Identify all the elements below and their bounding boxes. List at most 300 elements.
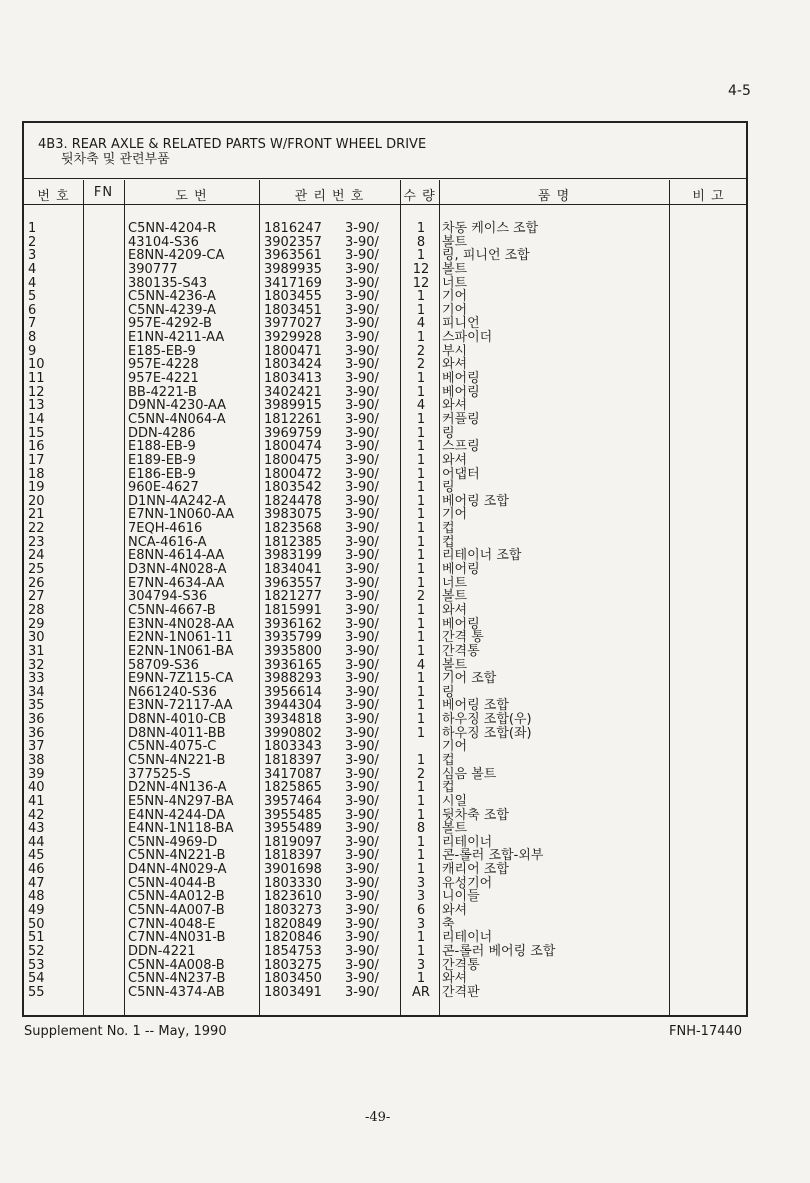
date-cell: 3-90/ [345, 452, 379, 468]
quantity-cell: 8 [416, 234, 426, 250]
management-number-cell: 3955485 [264, 807, 322, 823]
title-english: 4B3. REAR AXLE & RELATED PARTS W/FRONT WHEEL DRIVE [38, 137, 427, 152]
date-cell: 3-90/ [345, 821, 379, 837]
part-name-cell: 와셔 [442, 357, 468, 373]
date-cell: 3-90/ [345, 602, 379, 618]
title-block [38, 137, 426, 167]
part-name-cell: 너트 [442, 275, 468, 291]
management-number-cell: 1816247 [264, 221, 322, 236]
management-number-cell: 1803275 [264, 957, 322, 973]
part-number-cell: 25 [28, 562, 45, 578]
management-number-cell: 3955489 [264, 821, 322, 837]
management-number-cell: 1800475 [264, 452, 322, 468]
date-cell: 3-90/ [345, 371, 379, 387]
management-number-cell: 1803330 [264, 875, 322, 891]
date-cell: 3-90/ [345, 766, 379, 782]
date-cell: 3-90/ [345, 562, 379, 578]
table-row [24, 386, 746, 400]
quantity-cell: 8 [416, 821, 426, 837]
management-number-cell: 1820849 [264, 916, 322, 932]
management-number-cell: 3989935 [264, 261, 322, 277]
quantity-cell: 1 [416, 534, 426, 550]
management-number-cell: 3935799 [264, 630, 322, 646]
part-name-cell: 볼트 [442, 261, 468, 277]
part-name-cell: 컵 [442, 534, 455, 550]
table-row [24, 904, 746, 918]
drawing-number-cell: C5NN-4A007-B [128, 903, 225, 919]
date-cell: 3-90/ [345, 984, 379, 1000]
table-row [24, 536, 746, 550]
table-row [24, 563, 746, 577]
management-number-cell: 3957464 [264, 793, 322, 809]
drawing-number-cell: 58709-S36 [128, 657, 199, 673]
table-row [24, 399, 746, 413]
management-number-cell: 3929928 [264, 330, 322, 346]
table-row [24, 372, 746, 386]
date-cell: 3-90/ [345, 916, 379, 932]
date-cell: 3-90/ [345, 302, 379, 318]
part-number-cell: 51 [28, 930, 45, 946]
quantity-cell: 1 [416, 780, 426, 796]
part-number-cell: 12 [28, 384, 45, 400]
table-row [24, 440, 746, 454]
part-number-cell: 49 [28, 903, 45, 919]
part-name-cell: 어댑터 [442, 466, 480, 482]
table-row [24, 972, 746, 986]
quantity-cell: 1 [416, 807, 426, 823]
drawing-number-cell: C5NN-4236-A [128, 289, 216, 305]
part-name-cell: 베어링 [442, 384, 480, 400]
part-number-cell: 47 [28, 875, 45, 891]
quantity-cell: 1 [416, 289, 426, 305]
table-row [24, 863, 746, 877]
date-cell: 3-90/ [345, 248, 379, 264]
part-number-cell: 23 [28, 534, 45, 550]
part-number-cell: 45 [28, 848, 45, 864]
header-top-rule [24, 178, 746, 179]
table-row [24, 331, 746, 345]
quantity-cell: 2 [416, 343, 426, 359]
drawing-number-cell: C5NN-4N237-B [128, 971, 226, 987]
part-number-cell: 31 [28, 643, 45, 659]
table-row [24, 249, 746, 263]
table-row [24, 345, 746, 359]
part-number-cell: 10 [28, 357, 45, 373]
date-cell: 3-90/ [345, 807, 379, 823]
drawing-number-cell: E9NN-7Z115-CA [128, 671, 234, 687]
drawing-number-cell: C5NN-4A008-B [128, 957, 225, 973]
part-name-cell: 간격통 [442, 957, 480, 973]
drawing-number-cell: D9NN-4230-AA [128, 398, 227, 414]
part-name-cell: 간격판 [442, 984, 480, 1000]
drawing-number-cell: C5NN-4075-C [128, 739, 217, 755]
date-cell: 3-90/ [345, 834, 379, 850]
quantity-cell: 12 [412, 275, 430, 291]
drawing-number-cell: 957E-4292-B [128, 316, 212, 332]
part-number-cell: 44 [28, 834, 45, 850]
part-name-cell: 피니언 [442, 316, 480, 332]
drawing-number-cell: E8NN-4614-AA [128, 548, 225, 564]
part-number-cell: 3 [28, 248, 37, 264]
header-no: 번 호 [37, 189, 70, 204]
management-number-cell: 1803451 [264, 302, 322, 318]
part-name-cell: 와셔 [442, 971, 468, 987]
drawing-number-cell: E186-EB-9 [128, 466, 196, 482]
quantity-cell: 1 [416, 521, 426, 537]
table-row [24, 740, 746, 754]
part-name-cell: 베어링 조합 [442, 493, 509, 509]
date-cell: 3-90/ [345, 630, 379, 646]
part-number-cell: 27 [28, 589, 45, 605]
drawing-number-cell: 377525-S [128, 766, 191, 782]
part-number-cell: 41 [28, 793, 45, 809]
date-cell: 3-90/ [345, 384, 379, 400]
management-number-cell: 1800472 [264, 466, 322, 482]
quantity-cell: 1 [416, 793, 426, 809]
drawing-number-cell: E189-EB-9 [128, 452, 196, 468]
part-name-cell: 베어링 [442, 616, 480, 632]
quantity-cell: 1 [416, 425, 426, 441]
quantity-cell: 1 [416, 712, 426, 728]
quantity-cell: 1 [416, 684, 426, 700]
part-number-cell: 48 [28, 889, 45, 905]
quantity-cell: 1 [416, 493, 426, 509]
management-number-cell: 1815991 [264, 602, 322, 618]
part-name-cell: 기어 [442, 507, 468, 523]
date-cell: 3-90/ [345, 275, 379, 291]
management-number-cell: 3902357 [264, 234, 322, 250]
date-cell: 3-90/ [345, 398, 379, 414]
quantity-cell: 1 [416, 698, 426, 714]
part-number-cell: 11 [28, 371, 45, 387]
drawing-number-cell: E185-EB-9 [128, 343, 196, 359]
quantity-cell: 3 [416, 875, 426, 891]
part-name-cell: 커플링 [442, 411, 480, 427]
date-cell: 3-90/ [345, 521, 379, 537]
part-name-cell: 베어링 [442, 371, 480, 387]
part-name-cell: 기어 [442, 739, 468, 755]
table-row [24, 495, 746, 509]
part-number-cell: 6 [28, 302, 37, 318]
drawing-number-cell: E2NN-1N061-BA [128, 643, 234, 659]
part-number-cell: 16 [28, 439, 45, 455]
quantity-cell: 4 [416, 316, 426, 332]
management-number-cell: 1803450 [264, 971, 322, 987]
header-remarks: 비 고 [692, 189, 725, 204]
part-number-cell: 13 [28, 398, 45, 414]
date-cell: 3-90/ [345, 548, 379, 564]
drawing-number-cell: 380135-S43 [128, 275, 208, 291]
part-number-cell: 14 [28, 411, 45, 427]
drawing-number-cell: 304794-S36 [128, 589, 208, 605]
part-number-cell: 21 [28, 507, 45, 523]
part-name-cell: 와셔 [442, 398, 468, 414]
quantity-cell: 6 [416, 903, 426, 919]
header-qty: 수 량 [403, 189, 436, 204]
date-cell: 3-90/ [345, 589, 379, 605]
date-cell: 3-90/ [345, 507, 379, 523]
part-number-cell: 29 [28, 616, 45, 632]
drawing-number-cell: C5NN-4N221-B [128, 848, 226, 864]
management-number-cell: 3963561 [264, 248, 322, 264]
drawing-number-cell: E4NN-4244-DA [128, 807, 226, 823]
drawing-number-cell: C7NN-4048-E [128, 916, 216, 932]
part-number-cell: 46 [28, 862, 45, 878]
part-name-cell: 스파이더 [442, 330, 493, 346]
management-number-cell: 3988293 [264, 671, 322, 687]
management-number-cell: 3936165 [264, 657, 322, 673]
management-number-cell: 3402421 [264, 384, 322, 400]
part-number-cell: 28 [28, 602, 45, 618]
drawing-number-cell: 7EQH-4616 [128, 521, 203, 537]
part-name-cell: 부시 [442, 343, 468, 359]
table-row [24, 277, 746, 291]
management-number-cell: 1803455 [264, 289, 322, 305]
part-number-cell: 22 [28, 521, 45, 537]
quantity-cell: 1 [416, 562, 426, 578]
part-number-cell: 43 [28, 821, 45, 837]
table-row [24, 413, 746, 427]
part-number-cell: 53 [28, 957, 45, 973]
part-number-cell: 7 [28, 316, 37, 332]
management-number-cell: 1800474 [264, 439, 322, 455]
header-bottom-rule [24, 204, 746, 205]
drawing-number-cell: E1NN-4211-AA [128, 330, 225, 346]
management-number-cell: 1812261 [264, 411, 322, 427]
management-number-cell: 1825865 [264, 780, 322, 796]
quantity-cell: 1 [416, 411, 426, 427]
table-row [24, 263, 746, 277]
drawing-number-cell: E3NN-72117-AA [128, 698, 233, 714]
date-cell: 3-90/ [345, 575, 379, 591]
part-name-cell: 와셔 [442, 903, 468, 919]
management-number-cell: 1800471 [264, 343, 322, 359]
part-name-cell: 와셔 [442, 602, 468, 618]
drawing-number-cell: 957E-4228 [128, 357, 199, 373]
part-name-cell: 시일 [442, 793, 468, 809]
quantity-cell: 1 [416, 302, 426, 318]
date-cell: 3-90/ [345, 466, 379, 482]
quantity-cell: 3 [416, 916, 426, 932]
quantity-cell: 12 [412, 261, 430, 277]
quantity-cell: 1 [416, 480, 426, 496]
quantity-cell: 1 [416, 221, 426, 236]
drawing-number-cell: C5NN-4A012-B [128, 889, 225, 905]
quantity-cell: 4 [416, 398, 426, 414]
part-name-cell: 간격통 [442, 643, 480, 659]
date-cell: 3-90/ [345, 698, 379, 714]
table-row [24, 631, 746, 645]
parts-table-frame [22, 121, 748, 1017]
table-row [24, 549, 746, 563]
management-number-cell: 3983075 [264, 507, 322, 523]
part-number-cell: 38 [28, 752, 45, 768]
part-name-cell: 니이들 [442, 889, 480, 905]
table-row [24, 222, 746, 236]
table-row [24, 590, 746, 604]
table-row [24, 577, 746, 591]
table-row [24, 645, 746, 659]
quantity-cell: 2 [416, 357, 426, 373]
date-cell: 3-90/ [345, 943, 379, 959]
date-cell: 3-90/ [345, 439, 379, 455]
management-number-cell: 1803491 [264, 984, 322, 1000]
table-row [24, 699, 746, 713]
drawing-number-cell: D8NN-4011-BB [128, 725, 226, 741]
table-row [24, 781, 746, 795]
table-row [24, 659, 746, 673]
management-number-cell: 1821277 [264, 589, 322, 605]
part-name-cell: 유성기어 [442, 875, 493, 891]
date-cell: 3-90/ [345, 930, 379, 946]
drawing-number-cell: E5NN-4N297-BA [128, 793, 234, 809]
drawing-number-cell: N661240-S36 [128, 684, 217, 700]
part-number-cell: 55 [28, 984, 45, 1000]
part-name-cell: 볼트 [442, 589, 468, 605]
quantity-cell: 1 [416, 548, 426, 564]
part-number-cell: 40 [28, 780, 45, 796]
part-name-cell: 컵 [442, 752, 455, 768]
part-name-cell: 볼트 [442, 657, 468, 673]
part-number-cell: 5 [28, 289, 37, 305]
quantity-cell: 1 [416, 930, 426, 946]
quantity-cell: 3 [416, 889, 426, 905]
management-number-cell: 3983199 [264, 548, 322, 564]
table-row [24, 481, 746, 495]
date-cell: 3-90/ [345, 957, 379, 973]
management-number-cell: 1834041 [264, 562, 322, 578]
part-number-cell: 9 [28, 343, 37, 359]
part-number-cell: 36 [28, 712, 45, 728]
table-row [24, 836, 746, 850]
table-row [24, 768, 746, 782]
drawing-number-cell: E4NN-1N118-BA [128, 821, 234, 837]
quantity-cell: AR [412, 984, 430, 1000]
date-cell: 3-90/ [345, 221, 379, 236]
part-name-cell: 컵 [442, 780, 455, 796]
drawing-number-cell: E2NN-1N061-11 [128, 630, 233, 646]
part-name-cell: 링 [442, 684, 455, 700]
drawing-number-cell: C5NN-4239-A [128, 302, 216, 318]
part-name-cell: 기어 [442, 289, 468, 305]
date-cell: 3-90/ [345, 657, 379, 673]
part-name-cell: 기어 조합 [442, 671, 497, 687]
page-number: 4-5 [728, 83, 751, 99]
quantity-cell: 1 [416, 752, 426, 768]
management-number-cell: 3969759 [264, 425, 322, 441]
date-cell: 3-90/ [345, 848, 379, 864]
table-row [24, 945, 746, 959]
management-number-cell: 1803542 [264, 480, 322, 496]
date-cell: 3-90/ [345, 343, 379, 359]
date-cell: 3-90/ [345, 534, 379, 550]
table-row [24, 672, 746, 686]
part-name-cell: 리테이너 [442, 834, 493, 850]
footer-supplement: Supplement No. 1 -- May, 1990 [24, 1024, 227, 1039]
drawing-number-cell: C5NN-4204-R [128, 221, 217, 236]
part-name-cell: 차동 케이스 조합 [442, 221, 539, 236]
drawing-number-cell: E7NN-1N060-AA [128, 507, 234, 523]
date-cell: 3-90/ [345, 903, 379, 919]
quantity-cell: 1 [416, 630, 426, 646]
parts-rows [24, 222, 746, 1000]
date-cell: 3-90/ [345, 889, 379, 905]
part-number-cell: 1 [28, 221, 37, 236]
part-name-cell: 하우징 조합(좌) [442, 725, 532, 741]
table-row [24, 877, 746, 891]
quantity-cell: 2 [416, 589, 426, 605]
part-name-cell: 뒷차축 조합 [442, 807, 509, 823]
part-name-cell: 베어링 [442, 562, 480, 578]
part-name-cell: 심음 볼트 [442, 766, 497, 782]
part-name-cell: 베어링 조합 [442, 698, 509, 714]
drawing-number-cell: C5NN-4N064-A [128, 411, 226, 427]
table-row [24, 317, 746, 331]
table-row [24, 754, 746, 768]
quantity-cell: 1 [416, 507, 426, 523]
quantity-cell: 1 [416, 643, 426, 659]
part-name-cell: 간격 통 [442, 630, 484, 646]
management-number-cell: 3989915 [264, 398, 322, 414]
part-number-cell: 26 [28, 575, 45, 591]
part-number-cell: 52 [28, 943, 45, 959]
drawing-number-cell: 960E-4627 [128, 480, 199, 496]
part-number-cell: 30 [28, 630, 45, 646]
drawing-number-cell: BB-4221-B [128, 384, 197, 400]
date-cell: 3-90/ [345, 289, 379, 305]
quantity-cell: 1 [416, 371, 426, 387]
quantity-cell: 1 [416, 943, 426, 959]
management-number-cell: 1803413 [264, 371, 322, 387]
part-number-cell: 8 [28, 330, 37, 346]
date-cell: 3-90/ [345, 971, 379, 987]
drawing-number-cell: E3NN-4N028-AA [128, 616, 234, 632]
table-row [24, 918, 746, 932]
date-cell: 3-90/ [345, 316, 379, 332]
table-row [24, 468, 746, 482]
quantity-cell: 1 [416, 671, 426, 687]
part-number-cell: 20 [28, 493, 45, 509]
date-cell: 3-90/ [345, 862, 379, 878]
management-number-cell: 1824478 [264, 493, 322, 509]
drawing-number-cell: 957E-4221 [128, 371, 199, 387]
table-row [24, 358, 746, 372]
management-number-cell: 1803273 [264, 903, 322, 919]
part-number-cell: 4 [28, 275, 37, 291]
drawing-number-cell: 43104-S36 [128, 234, 199, 250]
management-number-cell: 1803343 [264, 739, 322, 755]
part-name-cell: 볼트 [442, 234, 468, 250]
part-name-cell: 콘-롤러 베어링 조합 [442, 943, 556, 959]
part-name-cell: 콘-롤러 조합-외부 [442, 848, 544, 864]
part-number-cell: 39 [28, 766, 45, 782]
table-row [24, 931, 746, 945]
table-row [24, 713, 746, 727]
table-row [24, 795, 746, 809]
management-number-cell: 3963557 [264, 575, 322, 591]
management-number-cell: 3990802 [264, 725, 322, 741]
quantity-cell: 1 [416, 384, 426, 400]
drawing-number-cell: C5NN-4044-B [128, 875, 216, 891]
part-number-cell: 2 [28, 234, 37, 250]
part-name-cell: 와셔 [442, 452, 468, 468]
drawing-number-cell: DDN-4286 [128, 425, 196, 441]
management-number-cell: 1803424 [264, 357, 322, 373]
quantity-cell: 1 [416, 834, 426, 850]
management-number-cell: 3901698 [264, 862, 322, 878]
date-cell: 3-90/ [345, 616, 379, 632]
management-number-cell: 3956614 [264, 684, 322, 700]
